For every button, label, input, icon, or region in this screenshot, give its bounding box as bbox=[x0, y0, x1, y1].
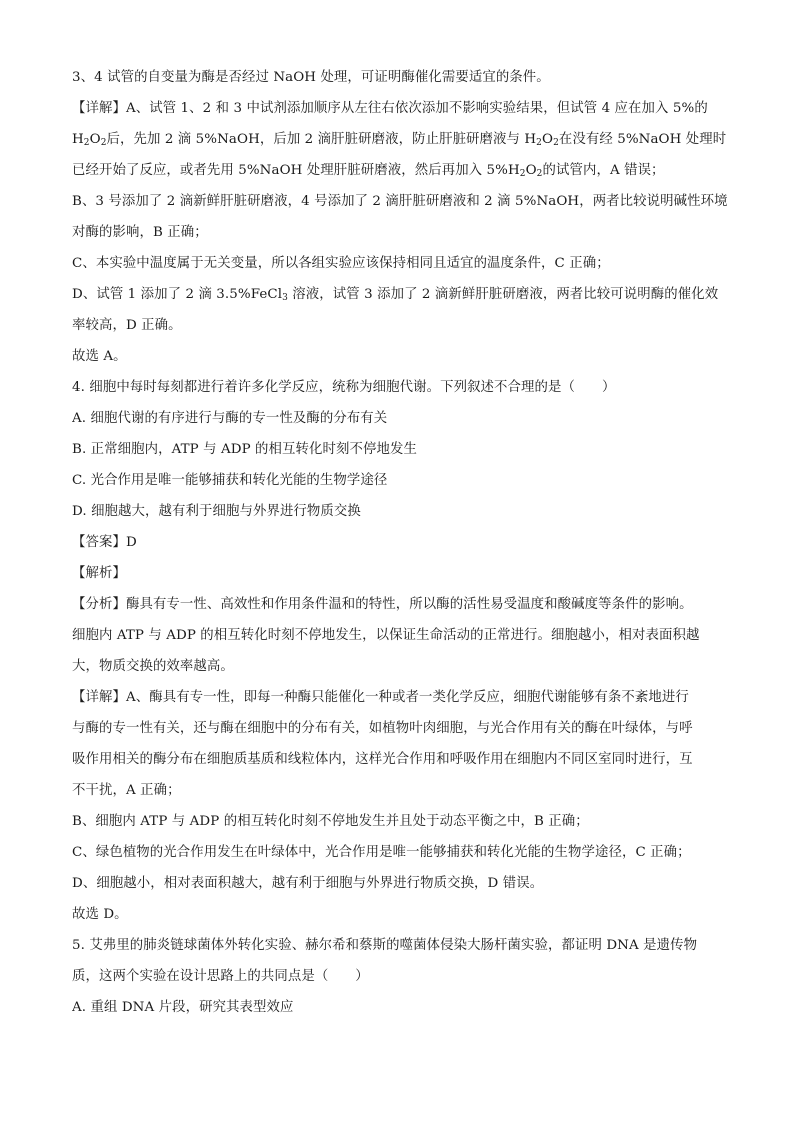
text-line: D、细胞越小，相对表面积越大，越有利于细胞与外界进行物质交换，D 错误。 bbox=[72, 876, 544, 891]
option-b: B. 正常细胞内，ATP 与 ADP 的相互转化时刻不停地发生 bbox=[72, 442, 417, 457]
text-line: 已经开始了反应，或者先用 5%NaOH 处理肝脏研磨液，然后再加入 $5\%H_2O_2$的试管内，A 错误； bbox=[72, 163, 665, 179]
text-line: 不干扰，A 正确； bbox=[72, 783, 181, 798]
answer-line: 【答案】D bbox=[72, 535, 137, 550]
text-line: 【详解】A、试管 1、2 和 3 中试剂添加顺序从左往右依次添加不影响实验结果，但试管 4 应在加入 5%的 bbox=[72, 101, 708, 116]
text-line: 率较高，D 正确。 bbox=[72, 318, 182, 333]
option-a: A. 细胞代谢的有序进行与酶的专一性及酶的分布有关 bbox=[72, 411, 388, 426]
text-line: 故选 D。 bbox=[72, 907, 128, 922]
option-a: A. 重组 DNA 片段，研究其表型效应 bbox=[72, 1000, 294, 1015]
question-stem: 4. 细胞中每时每刻都进行着许多化学反应，统称为细胞代谢。下列叙述不合理的是（ ） bbox=[72, 380, 616, 395]
text-line: 细胞内 ATP 与 ADP 的相互转化时刻不停地发生，以保证生命活动的正常进行。细胞越小，相对表面积越 bbox=[72, 628, 700, 643]
text-line: 吸作用相关的酶分布在细胞质基质和线粒体内，这样光合作用和呼吸作用在细胞内不同区室同时进行，互 bbox=[72, 752, 693, 767]
text-line: 与酶的专一性有关，还与酶在细胞中的分布有关，如植物叶肉细胞，与光合作用有关的酶在叶绿体，与呼 bbox=[72, 721, 693, 736]
text-line: C、本实验中温度属于无关变量，所以各组实验应该保持相同且适宜的温度条件，C 正确； bbox=[72, 256, 610, 271]
text-line: 故选 A。 bbox=[72, 349, 127, 364]
text-line: B、3 号添加了 2 滴新鲜肝脏研磨液，4 号添加了 2 滴肝脏研磨液和 2 滴 5%NaOH，两者比较说明碱性环境 bbox=[72, 194, 728, 209]
analysis-heading: 【解析】 bbox=[72, 566, 126, 581]
text-line: 3、4 试管的自变量为酶是否经过 NaOH 处理，可证明酶催化需要适宜的条件。 bbox=[72, 70, 550, 85]
text-line: 大，物质交换的效率越高。 bbox=[72, 659, 234, 674]
text-line: B、细胞内 ATP 与 ADP 的相互转化时刻不停地发生并且处于动态平衡之中，B 正确； bbox=[72, 814, 589, 829]
question-stem: 5. 艾弗里的肺炎链球菌体外转化实验、赫尔希和蔡斯的噬菌体侵染大肠杆菌实验，都证明 DNA 是遗传物 bbox=[72, 938, 698, 953]
text-line: D、试管 1 添加了 2 滴 3.5%FeCl$_3$ 溶液，试管 3 添加了 2 滴新鲜肝脏研磨液，两者比较可说明酶的催化效 bbox=[72, 287, 719, 303]
text-line: 【分析】酶具有专一性、高效性和作用条件温和的特性，所以酶的活性易受温度和酸碱度等条件的影响。 bbox=[72, 597, 693, 612]
text-line: 对酶的影响，B 正确； bbox=[72, 225, 208, 240]
text-line: 质，这两个实验在设计思路上的共同点是（ ） bbox=[72, 969, 369, 984]
text-line: 【详解】A、酶具有专一性，即每一种酶只能催化一种或者一类化学反应，细胞代谢能够有条不紊地进行 bbox=[72, 690, 689, 705]
option-d: D. 细胞越大，越有利于细胞与外界进行物质交换 bbox=[72, 504, 361, 519]
option-c: C. 光合作用是唯一能够捕获和转化光能的生物学途径 bbox=[72, 473, 388, 488]
text-line: $H_2O_2$后，先加 2 滴 5%NaOH，后加 2 滴肝脏研磨液，防止肝脏研磨液与 $H_2O_2$在没有经 5%NaOH 处理时 bbox=[72, 132, 727, 148]
text-line: C、绿色植物的光合作用发生在叶绿体中，光合作用是唯一能够捕获和转化光能的生物学途径，C 正确； bbox=[72, 845, 691, 860]
